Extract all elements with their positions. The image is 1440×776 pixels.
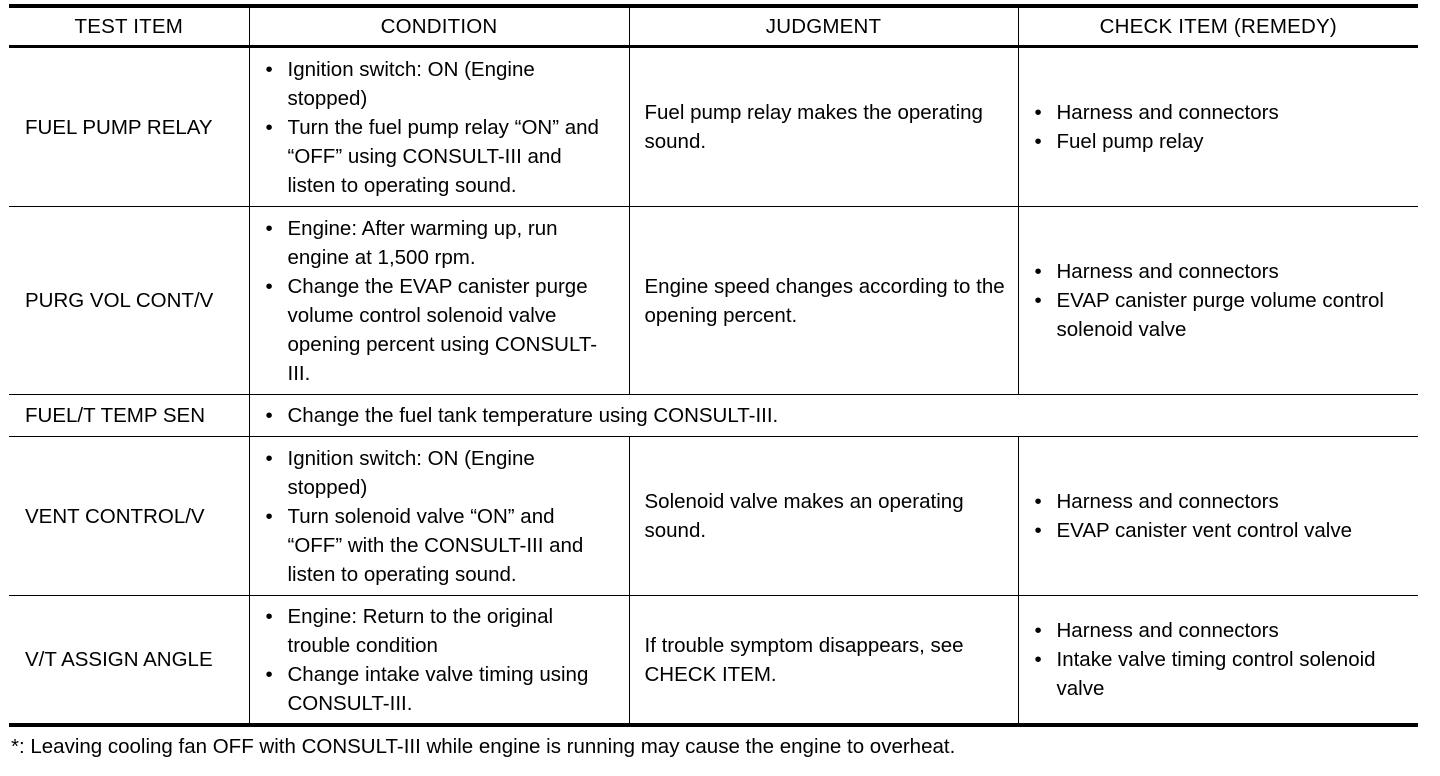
table-row bbox=[9, 596, 1418, 726]
judgment-cell: Engine speed changes according to the opening percent. bbox=[629, 207, 1018, 395]
judgment-cell: Solenoid valve makes an operating sound. bbox=[629, 437, 1018, 596]
check-bullet: • Harness and connectors bbox=[1019, 487, 1411, 516]
test-item-cell: FUEL/T TEMP SEN bbox=[9, 395, 249, 437]
condition-bullet: • Turn solenoid valve “ON” and “OFF” with the CONSULT-III and listen to operating sound. bbox=[250, 502, 611, 589]
header-check-item: CHECK ITEM (REMEDY) bbox=[1018, 6, 1418, 47]
test-item-cell: FUEL PUMP RELAY bbox=[9, 47, 249, 207]
check-item-cell bbox=[1018, 207, 1418, 395]
check-item-cell bbox=[1018, 47, 1418, 207]
condition-bullet: • Turn the fuel pump relay “ON” and “OFF” using CONSULT-III and listen to operating sound. bbox=[250, 113, 611, 200]
condition-bullet: • Engine: After warming up, run engine at 1,500 rpm. bbox=[250, 214, 611, 272]
header-judgment: JUDGMENT bbox=[629, 6, 1018, 47]
judgment-cell: Fuel pump relay makes the operating sound. bbox=[629, 47, 1018, 207]
check-item-cell bbox=[1018, 437, 1418, 596]
condition-bullet: • Ignition switch: ON (Engine stopped) bbox=[250, 444, 611, 502]
test-item-cell: PURG VOL CONT/V bbox=[9, 207, 249, 395]
condition-bullet: • Engine: Return to the original trouble condition bbox=[250, 602, 611, 660]
footnote: *: Leaving cooling fan OFF with CONSULT-III while engine is running may cause the engine to overheat. bbox=[11, 735, 956, 758]
check-bullet: • Intake valve timing control solenoid valve bbox=[1019, 645, 1411, 703]
check-bullet: • Fuel pump relay bbox=[1019, 127, 1411, 156]
condition-bullet: • Ignition switch: ON (Engine stopped) bbox=[250, 55, 611, 113]
condition-bullet: • Change the EVAP canister purge volume control solenoid valve opening percent using CONSULT-III. bbox=[250, 272, 611, 388]
judgment-cell: If trouble symptom disappears, see CHECK ITEM. bbox=[629, 596, 1018, 726]
check-bullet: • EVAP canister purge volume control solenoid valve bbox=[1019, 286, 1411, 344]
test-item-cell: VENT CONTROL/V bbox=[9, 437, 249, 596]
condition-cell bbox=[249, 47, 629, 207]
check-bullet: • Harness and connectors bbox=[1019, 616, 1411, 645]
table-row bbox=[9, 395, 1418, 437]
table-row bbox=[9, 207, 1418, 395]
header-row bbox=[9, 6, 1418, 47]
table-row bbox=[9, 437, 1418, 596]
active-test-table bbox=[9, 4, 1418, 727]
condition-bullet: • Change the fuel tank temperature using CONSULT-III. bbox=[250, 401, 1419, 430]
check-bullet: • Harness and connectors bbox=[1019, 98, 1411, 127]
condition-cell bbox=[249, 395, 1418, 437]
header-condition: CONDITION bbox=[249, 6, 629, 47]
check-bullet: • EVAP canister vent control valve bbox=[1019, 516, 1411, 545]
test-item-cell: V/T ASSIGN ANGLE bbox=[9, 596, 249, 726]
condition-cell bbox=[249, 596, 629, 726]
table-row bbox=[9, 47, 1418, 207]
condition-cell bbox=[249, 437, 629, 596]
condition-bullet: • Change intake valve timing using CONSULT-III. bbox=[250, 660, 611, 718]
check-bullet: • Harness and connectors bbox=[1019, 257, 1411, 286]
header-test-item: TEST ITEM bbox=[9, 6, 249, 47]
condition-cell bbox=[249, 207, 629, 395]
check-item-cell bbox=[1018, 596, 1418, 726]
